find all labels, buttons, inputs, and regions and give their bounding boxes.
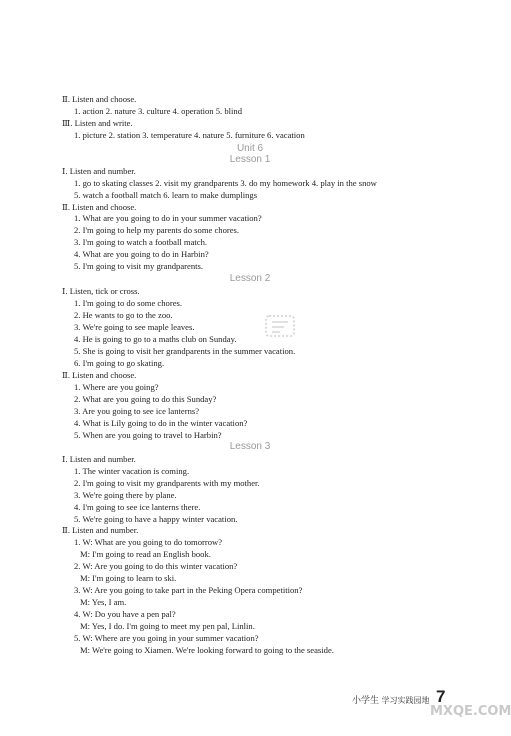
list-item: 4. What are you going to do in Harbin?	[74, 249, 209, 259]
dialogue-line: M: I'm going to read an English book.	[80, 549, 211, 559]
lesson-heading: Lesson 1	[229, 154, 271, 165]
list-item: 1. Where are you going?	[74, 382, 159, 392]
dialogue-line: 2. W: Are you going to do this winter vacation?	[74, 561, 238, 571]
watermark: MXQE.COM	[430, 704, 511, 719]
list-item: 5. When are you going to travel to Harbin?	[74, 430, 222, 440]
dialogue-line: M: Yes, I am.	[80, 597, 127, 607]
list-item: 1. The winter vacation is coming.	[74, 466, 190, 476]
phrase-list: 1. go to skating classes 2. visit my grandparents 3. do my homework 4. play in the snow	[74, 178, 377, 188]
list-item: 5. She is going to visit her grandparents in the summer vacation.	[74, 346, 296, 356]
dialogue-line: 1. W: What are you going to do tomorrow?	[74, 537, 223, 547]
dialogue-line: M: I'm going to learn to ski.	[80, 573, 177, 583]
list-item: 5. We're going to have a happy winter vacation.	[74, 514, 238, 524]
list-item: 6. I'm going to go skating.	[74, 358, 165, 368]
list-item: 2. I'm going to help my parents do some chores.	[74, 225, 240, 235]
unit-heading: Unit 6	[236, 143, 264, 154]
list-item: 1. I'm going to do some chores.	[74, 298, 183, 308]
brand-subtitle: 学习实践园地	[381, 696, 430, 705]
list-item: 4. What is Lily going to do in the winter vacation?	[74, 418, 248, 428]
list-item: 3. I'm going to watch a football match.	[74, 237, 208, 247]
dialogue-line: 4. W: Do you have a pen pal?	[74, 609, 176, 619]
dialogue-line: M: We're going to Xiamen. We're looking forward to going to the seaside.	[80, 645, 334, 655]
phrase-list: 5. watch a football match 6. learn to make dumplings	[74, 190, 258, 200]
section-title: Ⅰ. Listen and number.	[62, 166, 136, 176]
dialogue-line: 5. W: Where are you going in your summer vacation?	[74, 633, 259, 643]
section-title: Ⅲ. Listen and write.	[62, 118, 133, 128]
word-list: 1. action 2. nature 3. culture 4. operation 5. blind	[74, 106, 243, 116]
list-item: 4. I'm going to see ice lanterns there.	[74, 502, 201, 512]
list-item: 4. He is going to go to a maths club on Sunday.	[74, 334, 237, 344]
brand-name: 小学生	[352, 696, 380, 706]
page-number: 7	[436, 687, 446, 706]
word-list: 1. picture 2. station 3. temperature 4. nature 5. furniture 6. vacation	[74, 130, 305, 140]
list-item: 3. We're going there by plane.	[74, 490, 177, 500]
section-title: Ⅱ. Listen and choose.	[62, 202, 137, 212]
section-title: Ⅰ. Listen, tick or cross.	[62, 286, 140, 296]
list-item: 2. I'm going to visit my grandparents with my mother.	[74, 478, 260, 488]
section-title: Ⅱ. Listen and choose.	[62, 370, 137, 380]
dialogue-line: 3. W: Are you going to take part in the Peking Opera competition?	[74, 585, 303, 595]
lesson-heading: Lesson 2	[229, 273, 271, 284]
list-item: 2. He wants to go to the zoo.	[74, 310, 173, 320]
lesson-heading: Lesson 3	[229, 441, 271, 452]
list-item: 3. We're going to see maple leaves.	[74, 322, 195, 332]
section-title: Ⅱ. Listen and choose.	[62, 94, 137, 104]
section-title: Ⅱ. Listen and number.	[62, 525, 139, 535]
stamp-icon	[262, 312, 298, 340]
dialogue-line: M: Yes, I do. I'm going to meet my pen pal, Linlin.	[80, 621, 255, 631]
section-title: Ⅰ. Listen and number.	[62, 454, 136, 464]
list-item: 1. What are you going to do in your summer vacation?	[74, 213, 262, 223]
list-item: 5. I'm going to visit my grandparents.	[74, 261, 204, 271]
list-item: 2. What are you going to do this Sunday?	[74, 394, 217, 404]
list-item: 3. Are you going to see ice lanterns?	[74, 406, 200, 416]
publisher-brand	[352, 693, 430, 706]
